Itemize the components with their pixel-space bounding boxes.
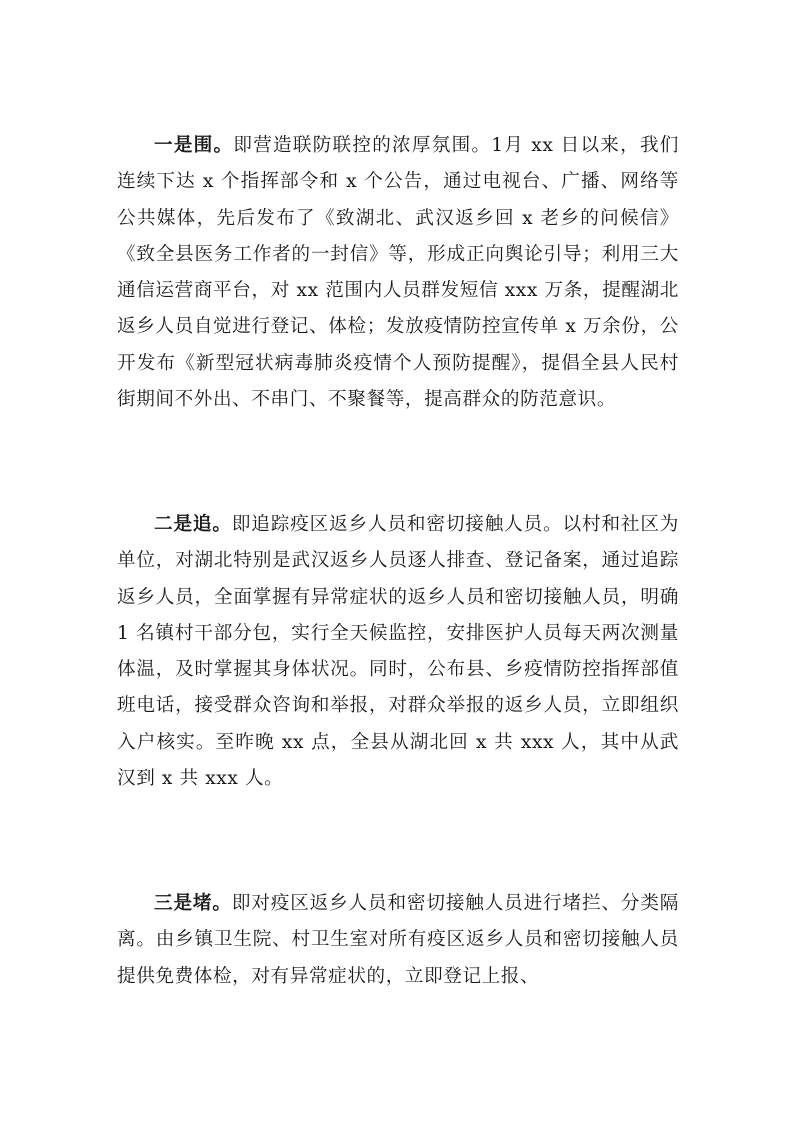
paragraph-1 bbox=[117, 128, 679, 418]
paragraph-3-lead: 三是堵。 bbox=[154, 893, 232, 914]
paragraph-2-lead: 二是追。 bbox=[154, 514, 232, 535]
paragraph-2 bbox=[117, 507, 679, 797]
paragraph-3 bbox=[117, 886, 679, 995]
paragraph-1-text: 即营造联防联控的浓厚氛围。1月 xx 日以来，我们连续下达 x 个指挥部令和 x 个公告，通过电视台、广播、网络等公共媒体，先后发布了《致湖北、武汉返乡回 x 老乡的问候信》《致全县医务工作者的一封信》等，形成正向舆论引导；利用三大通信运营商平台，对 xx 范围内人员群发短信 xxx 万条，提醒湖北返乡人员自觉进行登记、体检；发放疫情防控宣传单 x 万余份，公开发布《新型冠状病毒肺炎疫情个人预防提醒》，提倡全县人民村街期间不外出、不串门、不聚餐等，提高群众的防范意识。 bbox=[117, 135, 680, 411]
paragraph-1-lead: 一是围。 bbox=[154, 135, 234, 156]
paragraph-2-text: 即追踪疫区返乡人员和密切接触人员。以村和社区为单位，对湖北特别是武汉返乡人员逐人排查、登记备案，通过追踪返乡人员，全面掌握有异常症状的返乡人员和密切接触人员，明确 1 名镇村干部分包，实行全天候监控，安排医护人员每天两次测量体温，及时掌握其身体状况。同时，公布县、乡疫情防控指挥部值班电话，接受群众咨询和举报，对群众举报的返乡人员，立即组织入户核实。至昨晚 xx 点，全县从湖北回 x 共 xxx 人，其中从武汉到 x 共 xxx 人。 bbox=[117, 514, 679, 790]
paragraph-3-text: 即对疫区返乡人员和密切接触人员进行堵拦、分类隔离。由乡镇卫生院、村卫生室对所有疫区返乡人员和密切接触人员提供免费体检，对有异常症状的，立即登记上报、 bbox=[117, 893, 679, 987]
